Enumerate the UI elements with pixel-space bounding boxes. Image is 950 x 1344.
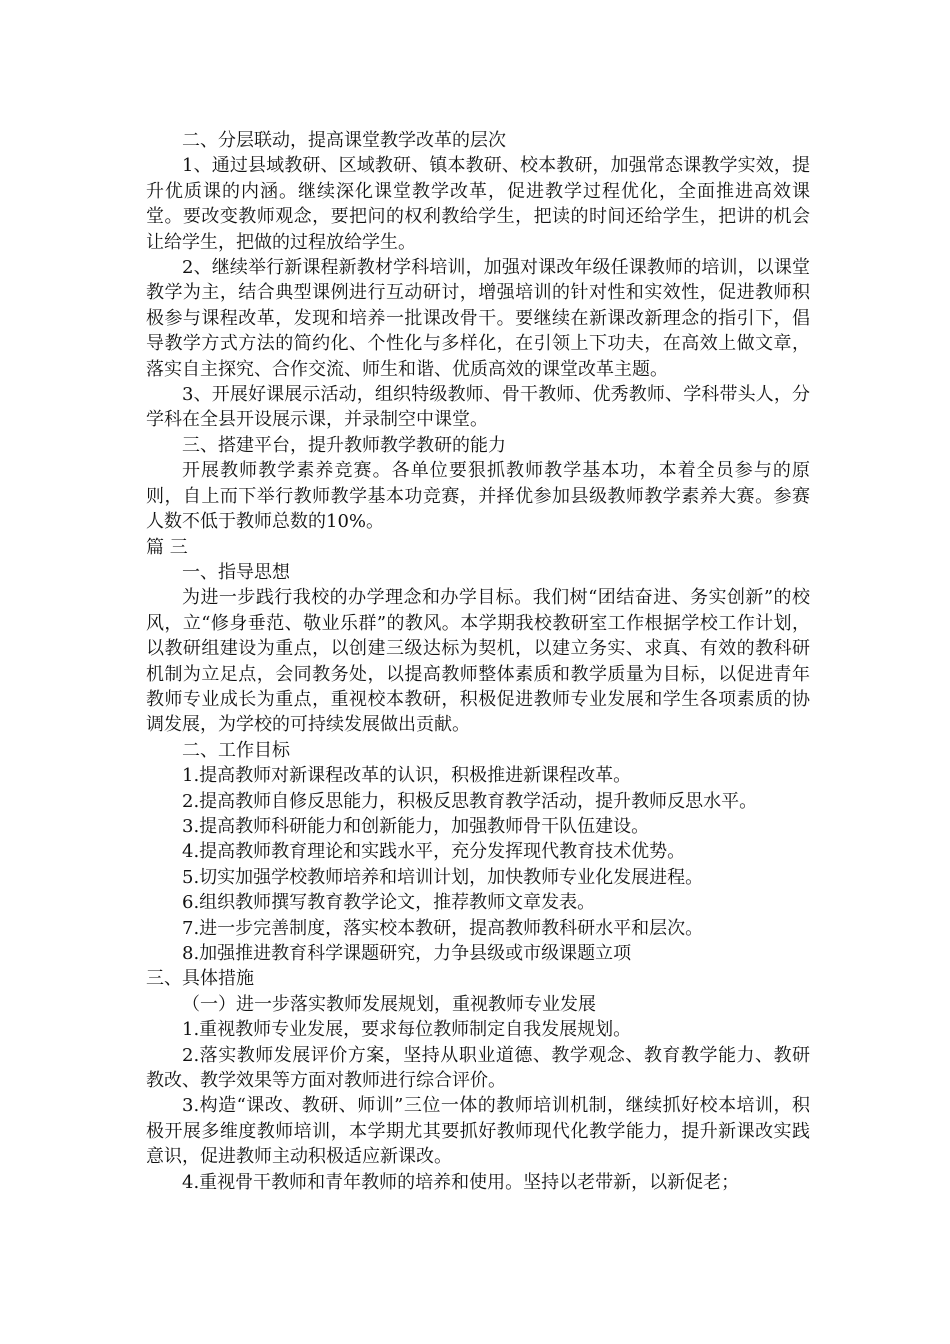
list-item: 4.提高教师教育理论和实践水平，充分发挥现代教育技术优势。 (182, 841, 686, 863)
section-heading: 三、搭建平台，提升教师教学教研的能力 (182, 434, 506, 456)
body-paragraph: 开展教师教学素养竞赛。各单位要狠抓教师教学基本功，本着全员参与的原则，自上而下举行教师教学基本功竞赛，并择优参加县级教师教学素养大赛。参赛人数不低于教师总数的10%。 (146, 460, 810, 533)
list-item: 6.组织教师撰写教育教学论文，推荐教师文章发表。 (182, 892, 596, 914)
body-paragraph: 为进一步践行我校的办学理念和办学目标。我们树“团结奋进、务实创新”的校风，立“修身垂范、敬业乐群”的教风。本学期我校教研室工作根据学校工作计划，以教研组建设为重点，以创建三级达标为契机，以建立务实、求真、有效的教科研机制为立足点，会同教务处，以提高教师整体素质和教学质量为目标，以促进青年教师专业成长为重点，重视校本教研，积极促进教师专业发展和学生各项素质的协调发展，为学校的可持续发展做出贡献。 (146, 587, 810, 736)
list-item: 2.落实教师发展评价方案，坚持从职业道德、教学观念、教育教学能力、教研教改、教学效果等方面对教师进行综合评价。 (146, 1044, 810, 1092)
list-item: 3.提高教师科研能力和创新能力，加强教师骨干队伍建设。 (182, 815, 650, 837)
section-heading: 二、分层联动，提高课堂教学改革的层次 (182, 130, 506, 151)
list-item: 2.提高教师自修反思能力，积极反思教育教学活动，提升教师反思水平。 (182, 790, 758, 812)
body-paragraph: 3、开展好课展示活动，组织特级教师、骨干教师、优秀教师、学科带头人，分学科在全县开设展示课，并录制空中课堂。 (146, 384, 810, 431)
list-item: 7.进一步完善制度，落实校本教研，提高教师教科研水平和层次。 (182, 917, 704, 939)
list-item: 8.加强推进教育科学课题研究，力争县级或市级课题立项 (182, 943, 632, 964)
section-heading: 三、具体措施 (146, 968, 254, 990)
list-item: 4.重视骨干教师和青年教师的培养和使用。坚持以老带新，以新促老； (182, 1171, 740, 1193)
body-paragraph: 2、继续举行新课程新教材学科培训，加强对课改年级任课教师的培训，以课堂教学为主，结合典型课例进行互动研讨，增强培训的针对性和实效性，促进教师积极参与课程改革，发现和培养一批课改骨干。要继续在新课改新理念的指引下，倡导教学方式方法的简约化、个性化与多样化，在引领上下功夫，在高效上做文章，落实自主探究、合作交流、师生和谐、优质高效的课堂改革主题。 (146, 257, 810, 380)
body-paragraph: 1、通过县域教研、区域教研、镇本教研、校本教研，加强常态课教学实效，提升优质课的内涵。继续深化课堂教学改革，促进教学过程优化，全面推进高效课堂。要改变教师观念，要把问的权利教给学生，把读的时间还给学生，把讲的机会让给学生，把做的过程放给学生。 (146, 155, 810, 253)
list-item: 1.提高教师对新课程改革的认识，积极推进新课程改革。 (182, 765, 632, 787)
section-heading: 二、工作目标 (182, 739, 290, 761)
section-heading: 一、指导思想 (182, 561, 290, 583)
list-item: 3.构造“课改、教研、师训”三位一体的教师培训机制，继续抓好校本培训，积极开展多维度教师培训，本学期尤其要抓好教师现代化教学能力，提升新课改实践意识，促进教师主动积极适应新课改。 (146, 1095, 810, 1168)
document-page (146, 128, 810, 1195)
part-title: 篇 三 (146, 536, 188, 558)
list-item: 5.切实加强学校教师培养和培训计划，加快教师专业化发展进程。 (182, 866, 704, 888)
list-item: 1.重视教师专业发展，要求每位教师制定自我发展规划。 (182, 1019, 632, 1041)
subsection-heading: （一）进一步落实教师发展规划，重视教师专业发展 (182, 993, 596, 1015)
